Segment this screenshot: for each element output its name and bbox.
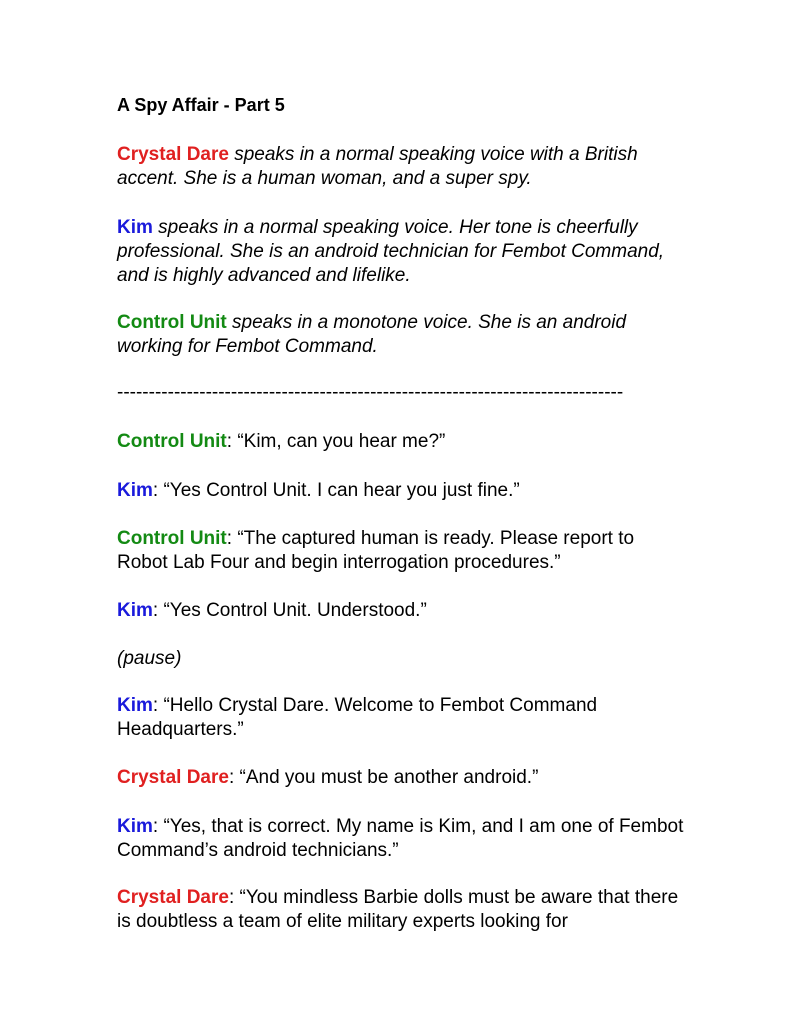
- dialogue-line: [117, 886, 687, 934]
- dialogue-text: : “The captured human is ready. Please report to Robot Lab Four and begin interrogation procedures.”: [117, 528, 635, 573]
- section-divider: --------------------------------------------------------------------------------: [117, 382, 624, 403]
- character-name: Kim: [117, 217, 153, 238]
- character-description-control-unit: [117, 311, 687, 359]
- speaker-name: Kim: [117, 480, 153, 501]
- dialogue-text: : “Yes, that is correct. My name is Kim, and I am one of Fembot Command’s android technicians.”: [117, 816, 684, 861]
- speaker-name: Crystal Dare: [117, 887, 229, 908]
- dialogue-text: : “Yes Control Unit. Understood.”: [152, 600, 427, 621]
- dialogue-text: : “You mindless Barbie dolls must be aware that there is doubtless a team of elite military experts looking for: [117, 887, 679, 932]
- dialogue-text: : “Hello Crystal Dare. Welcome to Fembot Command Headquarters.”: [117, 695, 598, 740]
- speaker-name: Kim: [117, 816, 153, 837]
- speaker-name: Kim: [117, 695, 153, 716]
- dialogue-text: : “Kim, can you hear me?”: [226, 431, 446, 452]
- character-description-text: speaks in a normal speaking voice. Her tone is cheerfully professional. She is an android technician for Fembot Command, and is highly advanced and lifelike.: [117, 217, 665, 286]
- dialogue-line: [117, 430, 687, 454]
- character-name: Crystal Dare: [117, 144, 229, 165]
- character-name: Control Unit: [117, 312, 227, 333]
- dialogue-line: [117, 766, 687, 790]
- stage-direction: (pause): [117, 648, 182, 669]
- dialogue-text: : “Yes Control Unit. I can hear you just fine.”: [152, 480, 520, 501]
- dialogue-line: [117, 815, 687, 863]
- speaker-name: Kim: [117, 600, 153, 621]
- character-description-text: speaks in a normal speaking voice with a British accent. She is a human woman, and a super spy.: [117, 144, 638, 189]
- speaker-name: Control Unit: [117, 431, 227, 452]
- dialogue-line: [117, 694, 687, 742]
- speaker-name: Crystal Dare: [117, 767, 229, 788]
- character-description-kim: [117, 216, 687, 288]
- dialogue-line: [117, 479, 687, 503]
- document-title: A Spy Affair - Part 5: [117, 95, 285, 115]
- dialogue-line: [117, 527, 687, 575]
- character-description-crystal: [117, 143, 687, 191]
- character-description-text: speaks in a monotone voice. She is an android working for Fembot Command.: [117, 312, 627, 357]
- dialogue-text: : “And you must be another android.”: [228, 767, 539, 788]
- dialogue-line: [117, 599, 687, 623]
- speaker-name: Control Unit: [117, 528, 227, 549]
